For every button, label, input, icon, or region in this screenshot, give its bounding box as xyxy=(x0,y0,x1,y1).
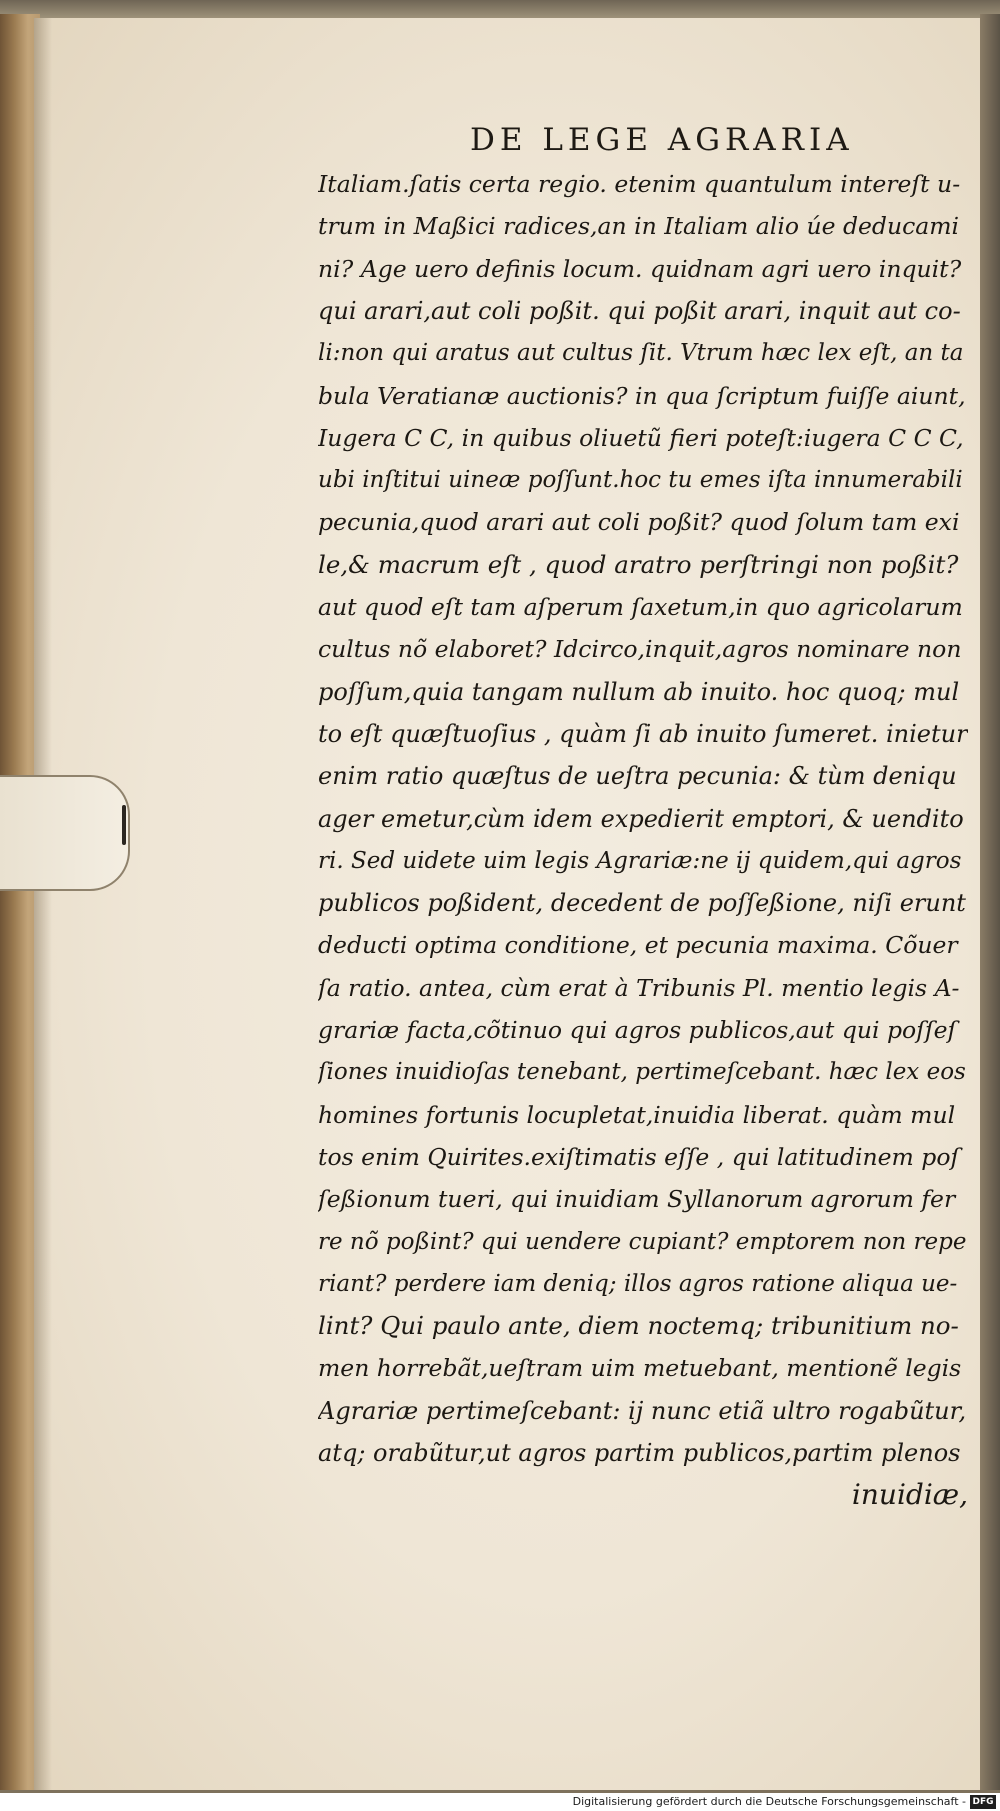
text-line xyxy=(318,1139,968,1175)
text-line-content: tos enim Quirites.exiſtimatis eſſe , qui latitudinem poſ xyxy=(318,1143,960,1171)
text-line-content: ager emetur,cùm idem expedierit emptori, & uendito xyxy=(318,805,964,833)
text-line-content: ni? Age uero definis locum. quidnam agri uero inquit? xyxy=(318,255,962,283)
running-head: DE LEGE AGRARIA xyxy=(470,122,854,158)
text-line xyxy=(318,758,968,794)
text-line-content: lint? Qui paulo ante, diem noctemq; tribunitium no- xyxy=(318,1311,959,1340)
text-line-content: homines fortunis locupletat,inuidia liberat. quàm mul xyxy=(318,1101,956,1129)
text-line xyxy=(318,1054,968,1090)
text-line-content: pecunia,quod arari aut coli poßit? quod ſolum tam exi xyxy=(318,508,960,536)
text-line xyxy=(318,970,968,1006)
text-line xyxy=(318,716,968,752)
text-line xyxy=(318,1393,968,1429)
dfg-logo: DFG xyxy=(970,1795,996,1809)
text-line-content: riant? perdere iam deniq; illos agros ratione aliqua ue- xyxy=(318,1271,958,1297)
text-line-content: ri. Sed uidete uim legis Agrariæ:ne ij quidem,qui agros xyxy=(318,848,962,874)
text-line xyxy=(318,927,968,963)
text-line-content: men horrebãt,ueſtram uim metuebant, mentionẽ legis xyxy=(318,1354,962,1382)
text-line-content: enim ratio quæſtus de ueſtra pecunia: & tùm deniqu xyxy=(318,762,957,790)
text-line-content: grariæ facta,cõtinuo qui agros publicos,aut qui poſſeſ xyxy=(318,1016,957,1044)
text-line xyxy=(318,1266,968,1302)
text-line-content: ſiones inuidioſas tenebant, pertimeſcebant. hæc lex eos xyxy=(318,1059,966,1085)
catchword-text: inuidiæ, xyxy=(851,1478,968,1511)
footer-credit: Digitalisierung gefördert durch die Deutsche Forschungsgemeinschaft - xyxy=(572,1795,966,1808)
text-line xyxy=(318,674,968,710)
text-line-content: qui arari,aut coli poßit. qui poßit arari, inquit aut co- xyxy=(318,297,961,325)
text-line xyxy=(318,801,968,837)
text-line xyxy=(318,335,968,371)
text-line-content: ubi inſtitui uineæ poſſunt.hoc tu emes iſta innumerabili xyxy=(318,467,963,493)
text-line xyxy=(318,885,968,921)
text-line xyxy=(318,1181,968,1217)
text-line xyxy=(318,208,968,244)
text-line-content: deducti optima conditione, et pecunia maxima. Cõuer xyxy=(318,931,958,959)
text-line-content: bula Veratianæ auctionis? in qua ſcriptum fuiſſe aiunt, xyxy=(318,382,966,410)
text-line xyxy=(318,631,968,667)
text-line xyxy=(318,504,968,540)
text-line-content: atq; orabũtur,ut agros partim publicos,partim plenos xyxy=(318,1439,961,1467)
catchword xyxy=(318,1477,968,1513)
text-line xyxy=(318,462,968,498)
text-line xyxy=(318,293,968,329)
text-line-content: ſa ratio. antea, cùm erat à Tribunis Pl. mentio legis A- xyxy=(318,974,960,1002)
text-line xyxy=(318,589,968,625)
text-line-content: aut quod eſt tam aſperum ſaxetum,in quo agricolarum xyxy=(318,593,963,621)
tab-mark xyxy=(122,805,126,845)
text-line-content: to eſt quæſtuoſius , quàm ſi ab inuito ſumeret. inietur xyxy=(318,720,968,748)
page-tab xyxy=(0,775,130,891)
text-line-content: Italiam.ſatis certa regio. etenim quantulum intereſt u- xyxy=(318,170,961,198)
text-line xyxy=(318,1224,968,1260)
text-line xyxy=(318,420,968,456)
text-line xyxy=(318,1435,968,1471)
text-line xyxy=(318,378,968,414)
text-line xyxy=(318,843,968,879)
text-line-content: ſeßionum tueri, qui inuidiam Syllanorum agrorum fer xyxy=(318,1185,956,1213)
text-line-content: trum in Maßici radices,an in Italiam alio úe deducami xyxy=(318,212,960,240)
gutter-shadow xyxy=(34,18,52,1792)
text-line-content: Iugera C C, in quibus oliuetũ fieri poteſt:iugera C C C, xyxy=(318,424,964,452)
text-line xyxy=(318,166,968,202)
text-line-content: re nõ poßint? qui uendere cupiant? emptorem non repe xyxy=(318,1229,967,1255)
text-line xyxy=(318,1012,968,1048)
text-line xyxy=(318,1097,968,1133)
text-line xyxy=(318,251,968,287)
text-line xyxy=(318,1308,968,1344)
text-line-content: le,& macrum eſt , quod aratro perſtringi non poßit? xyxy=(318,550,959,579)
text-line-content: li:non qui aratus aut cultus ſit. Vtrum hæc lex eſt, an ta xyxy=(318,340,964,366)
text-line-content: Agrariæ pertimeſcebant: ij nunc etiã ultro rogabũtur, xyxy=(318,1397,967,1425)
text-line xyxy=(318,547,968,583)
text-line-content: poſſum,quia tangam nullum ab inuito. hoc quoq; mul xyxy=(318,678,960,706)
text-line-content: cultus nõ elaboret? Idcirco,inquit,agros nominare non xyxy=(318,635,962,663)
page-edge-right xyxy=(980,14,1000,1794)
text-line xyxy=(318,1350,968,1386)
text-line-content: publicos poßident, decedent de poſſeßione, niſi erunt xyxy=(318,889,966,917)
